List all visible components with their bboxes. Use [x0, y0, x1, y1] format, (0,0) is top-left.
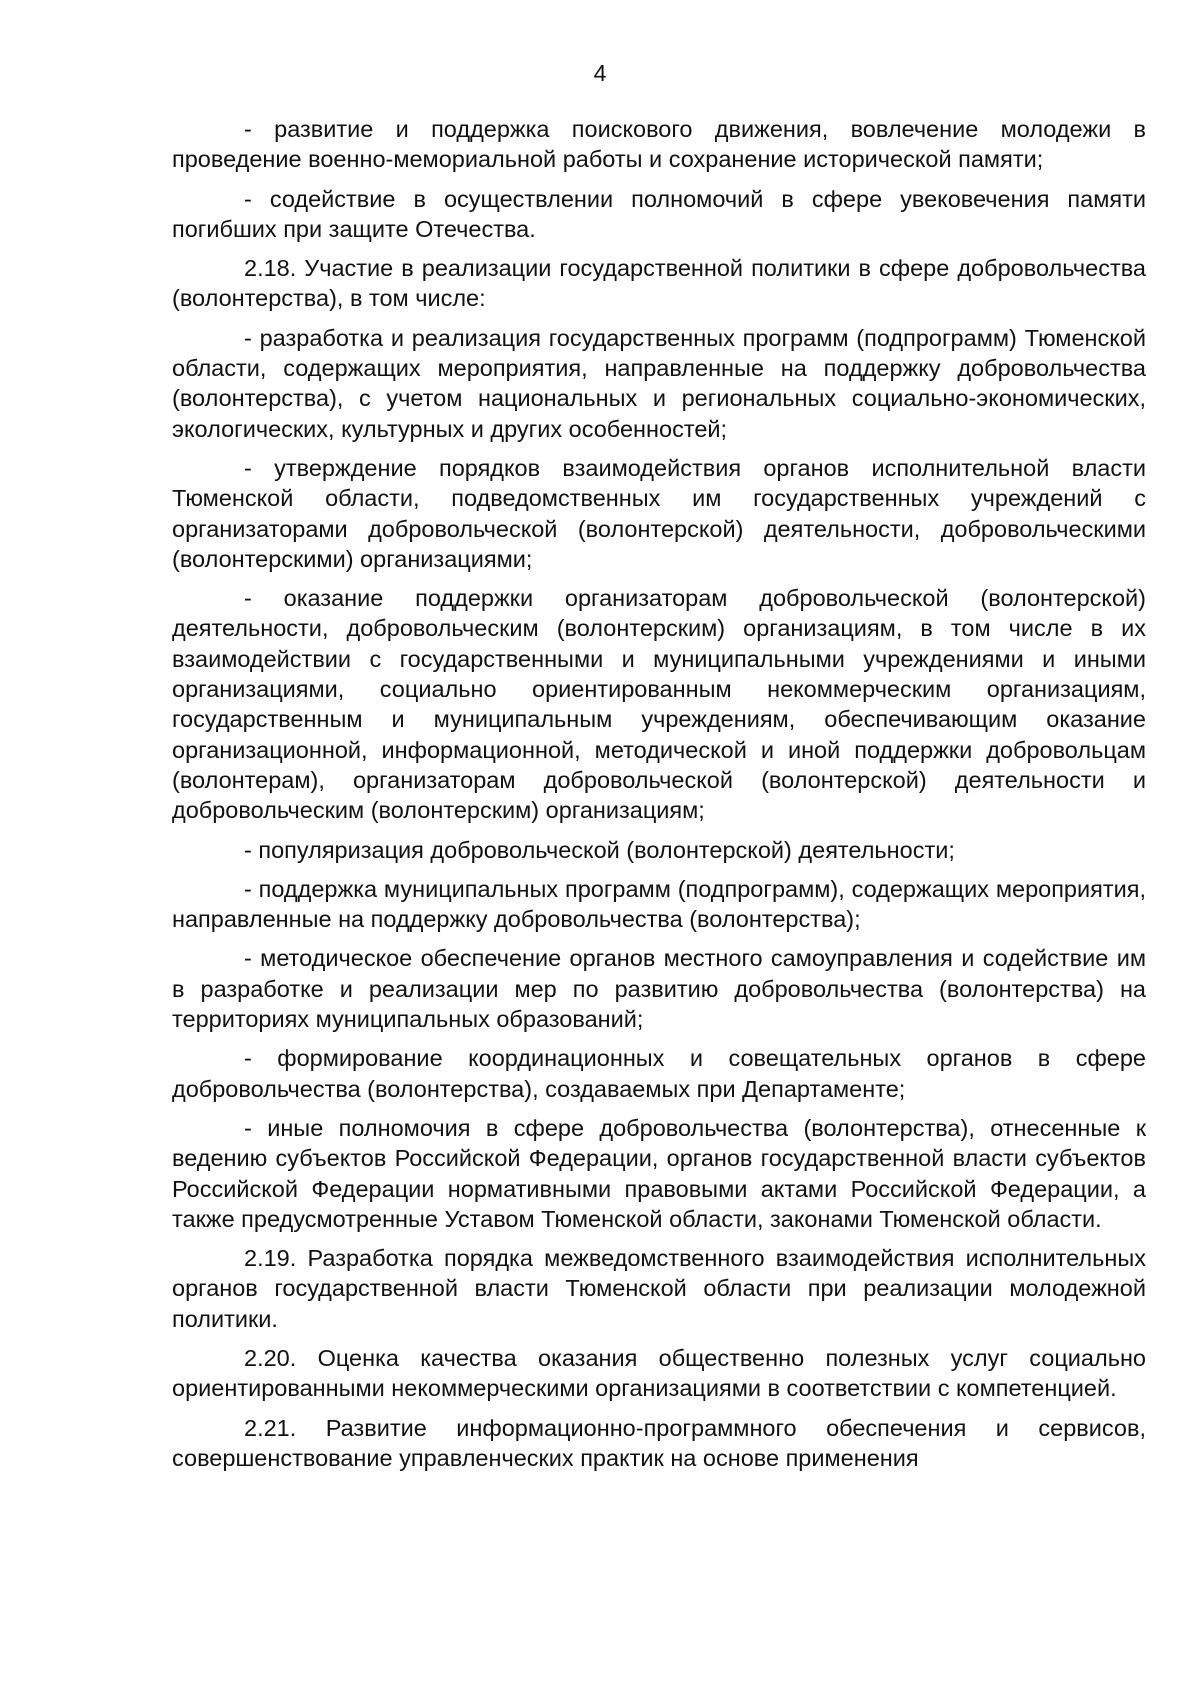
paragraph-2-20: 2.20. Оценка качества оказания общественно полезных услуг социально ориентированными некоммерческими организациями в соответствии с компетенцией. [172, 1344, 1146, 1402]
page-number: 4 [593, 60, 607, 86]
paragraph-methodical-support: - методическое обеспечение органов местного самоуправления и содействие им в разработке и реализации мер по развитию добровольчества (волонтерства) на территориях муниципальных образований; [172, 945, 1146, 1033]
paragraph-search-movement: - развитие и поддержка поискового движения, вовлечение молодежи в проведение военно-мемориальной работы и сохранение исторической памяти; [172, 116, 1146, 173]
paragraph-coordination-bodies: - формирование координационных и совещательных органов в сфере добровольчества (волонтерства), создаваемых при Департаменте; [172, 1045, 1146, 1102]
paragraph-memory-perpetuation: - содействие в осуществлении полномочий в сфере увековечения памяти погибших при защите Отечества. [172, 185, 1146, 242]
paragraph-2-19: 2.19. Разработка порядка межведомственного взаимодействия исполнительных органов государственной власти Тюменской области при реализации молодежной политики. [172, 1245, 1146, 1332]
paragraph-popularization: - популяризация добровольческой (волонтерской) деятельности; [244, 836, 955, 863]
paragraph-interaction-procedures: - утверждение порядков взаимодействия органов исполнительной власти Тюменской области, подведомственных им государственных учреждений с организаторами добровольческой (волонтерской) деятельности, добровольческими (волонтерскими) организациями; [172, 454, 1146, 572]
paragraph-support-organizers: - оказание поддержки организаторам добровольческой (волонтерской) деятельности, добровольческим (волонтерским) организациям, в том числе в их взаимодействии с государственными и муниципальными учреждениями и иными организациями, социально ориентированным некоммерческим организациям, государственным и муниципальным учреждениям, обеспечивающим оказание организационной, информационной, методической и иной поддержки добровольцам (волонтерам), организаторам добровольческой (волонтерской) деятельности и добровольческим (волонтерским) организациям; [172, 585, 1146, 824]
paragraph-state-programs: - разработка и реализация государственных программ (подпрограмм) Тюменской области, содержащих мероприятия, направленные на поддержку добровольчества (волонтерства), с учетом национальных и региональных социально-экономических, экологических, культурных и других особенностей; [172, 324, 1146, 442]
paragraph-2-21: 2.21. Развитие информационно-программного обеспечения и сервисов, совершенствование управленческих практик на основе применения [172, 1414, 1146, 1471]
document-body [172, 114, 1146, 1482]
paragraph-other-powers: - иные полномочия в сфере добровольчества (волонтерства), отнесенные к ведению субъектов Российской Федерации, органов государственной власти субъектов Российской Федерации нормативными правовыми актами Российской Федерации, а также предусмотренные Уставом Тюменской области, законами Тюменской области. [172, 1114, 1146, 1232]
paragraph-2-18: 2.18. Участие в реализации государственной политики в сфере добровольчества (волонтерства), в том числе: [172, 255, 1146, 312]
paragraph-municipal-programs: - поддержка муниципальных программ (подпрограмм), содержащих мероприятия, направленные на поддержку добровольчества (волонтерства); [172, 875, 1146, 933]
